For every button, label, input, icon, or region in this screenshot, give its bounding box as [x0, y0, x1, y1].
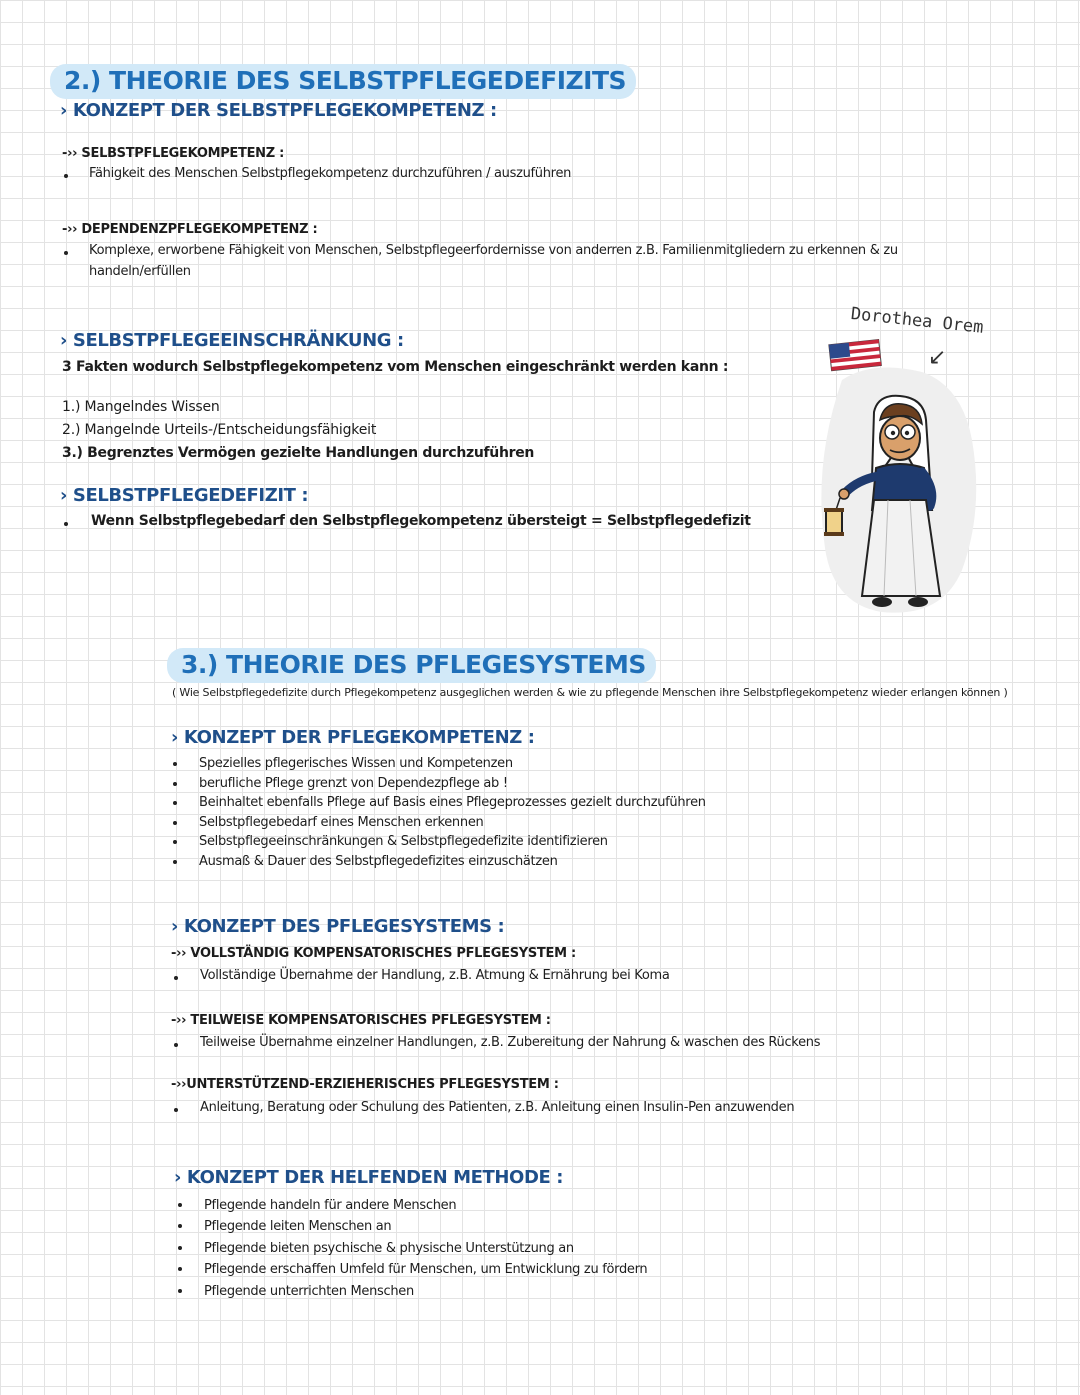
limitation-item: 3.) Begrenztes Vermögen gezielte Handlungen durchzuführen: [62, 445, 535, 461]
list-item: Beinhaltet ebenfalls Pflege auf Basis eines Pflegeprozesses gezielt durchzuführen: [171, 793, 706, 813]
list-item: Pflegende leiten Menschen an: [176, 1216, 647, 1237]
concept-care-competence-heading: › KONZEPT DER PFLEGEKOMPETENZ :: [171, 727, 535, 748]
self-care-competence-text: Fähigkeit des Menschen Selbstpflegekompetenz durchzuführen / auszuführen: [89, 166, 572, 181]
list-item: Pflegende erschaffen Umfeld für Menschen, um Entwicklung zu fördern: [176, 1259, 647, 1280]
list-item: Selbstpflegebedarf eines Menschen erkennen: [171, 813, 706, 833]
section2-title: 2.) THEORIE DES SELBSTPFLEGEDEFIZITS: [50, 64, 636, 99]
list-item: Ausmaß & Dauer des Selbstpflegedefizites einzuschätzen: [171, 852, 706, 872]
self-care-limitation-heading: › SELBSTPFLEGEEINSCHRÄNKUNG :: [60, 330, 404, 351]
supportive-educative-heading: -››UNTERSTÜTZEND-ERZIEHERISCHES PFLEGESYSTEM :: [171, 1077, 559, 1092]
list-item: Pflegende unterrichten Menschen: [176, 1281, 647, 1302]
dependent-care-competence-text-line2: handeln/erfüllen: [89, 264, 191, 279]
self-care-deficit-heading: › SELBSTPFLEGEDEFIZIT :: [60, 485, 309, 506]
partial-compensatory-heading: -›› TEILWEISE KOMPENSATORISCHES PFLEGESYSTEM :: [171, 1013, 551, 1028]
helping-method-list: [176, 1195, 647, 1302]
list-item: Pflegende handeln für andere Menschen: [176, 1195, 647, 1216]
section3-title: 3.) THEORIE DES PFLEGESYSTEMS: [167, 648, 656, 683]
concept-care-system-heading: › KONZEPT DES PFLEGESYSTEMS :: [171, 916, 505, 937]
self-care-limitation-intro: 3 Fakten wodurch Selbstpflegekompetenz vom Menschen eingeschränkt werden kann :: [62, 359, 729, 375]
list-item: Pflegende bieten psychische & physische Unterstützung an: [176, 1238, 647, 1259]
list-item: Spezielles pflegerisches Wissen und Kompetenzen: [171, 754, 706, 774]
arrow-icon: ↙: [928, 345, 947, 370]
bullet-icon: [174, 1043, 178, 1047]
self-care-limitation-list: [62, 399, 534, 468]
section3-subtitle: ( Wie Selbstpflegedefizite durch Pflegekompetenz ausgeglichen werden & wie zu pflegende Menschen ihre Selbstpflegekompetenz wieder erlangen können ): [172, 686, 1008, 699]
bullet-icon: [64, 174, 68, 178]
list-item: Selbstpflegeeinschränkungen & Selbstpflegedefizite identifizieren: [171, 832, 706, 852]
portrait-caption: Dorothea Orem: [849, 304, 985, 338]
dependent-care-competence-text-line1: Komplexe, erworbene Fähigkeit von Menschen, Selbstpflegeerfordernisse von anderren z.B. Familienmitgliedern zu erkennen & zu: [89, 243, 898, 258]
full-compensatory-heading: -›› VOLLSTÄNDIG KOMPENSATORISCHES PFLEGESYSTEM :: [171, 946, 576, 961]
supportive-educative-text: Anleitung, Beratung oder Schulung des Patienten, z.B. Anleitung einen Insulin-Pen anzuwenden: [200, 1100, 795, 1115]
care-competence-list: [171, 754, 706, 872]
self-care-deficit-text: Wenn Selbstpflegebedarf den Selbstpflegekompetenz übersteigt = Selbstpflegedefizit: [91, 513, 751, 529]
bullet-icon: [64, 251, 68, 255]
concept-self-care-competence-heading: › KONZEPT DER SELBSTPFLEGEKOMPETENZ :: [60, 100, 497, 121]
full-compensatory-text: Vollständige Übernahme der Handlung, z.B. Atmung & Ernährung bei Koma: [200, 968, 670, 983]
limitation-item: 2.) Mangelnde Urteils-/Entscheidungsfähigkeit: [62, 422, 377, 438]
dorothea-orem-illustration: [812, 360, 988, 622]
partial-compensatory-text: Teilweise Übernahme einzelner Handlungen, z.B. Zubereitung der Nahrung & waschen des Rückens: [200, 1035, 821, 1050]
concept-helping-method-heading: › KONZEPT DER HELFENDEN METHODE :: [174, 1167, 564, 1188]
bullet-icon: [64, 522, 68, 526]
bullet-icon: [174, 1108, 178, 1112]
limitation-item: 1.) Mangelndes Wissen: [62, 399, 220, 415]
self-care-competence-heading: -›› SELBSTPFLEGEKOMPETENZ :: [62, 146, 284, 161]
bullet-icon: [174, 976, 178, 980]
dependent-care-competence-heading: -›› DEPENDENZPFLEGEKOMPETENZ :: [62, 222, 318, 237]
list-item: berufliche Pflege grenzt von Dependezpflege ab !: [171, 774, 706, 794]
